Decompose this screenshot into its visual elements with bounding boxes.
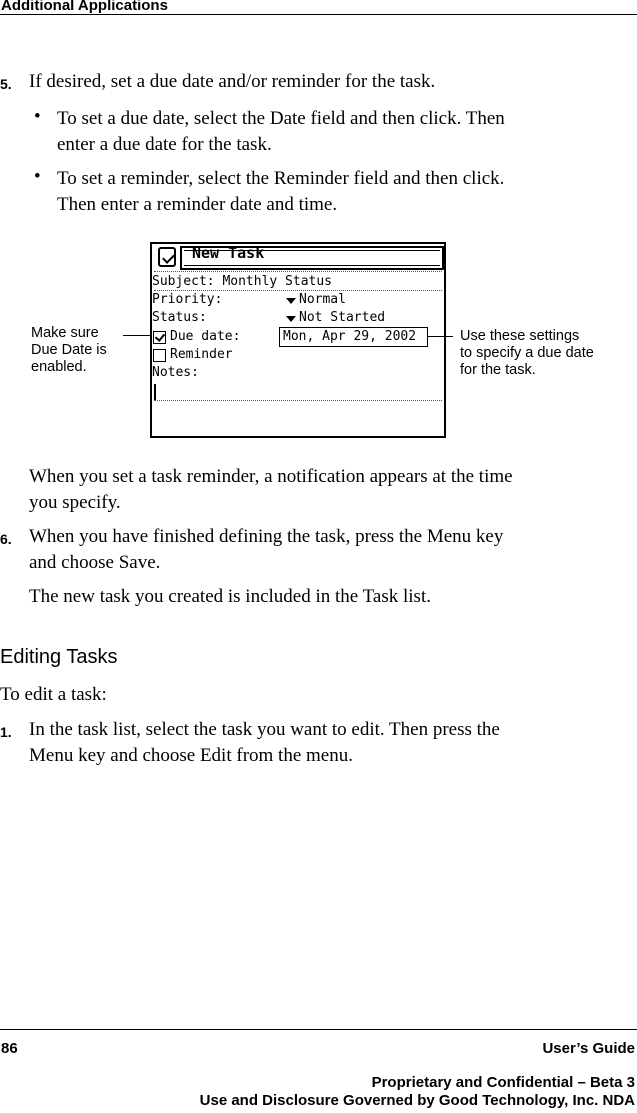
screen-title: New Task xyxy=(192,244,265,262)
page-number: 86 xyxy=(1,1040,18,1057)
bullet-line: To set a reminder, select the Reminder field and then click. xyxy=(57,168,505,189)
step-text: If desired, set a due date and/or reminder for the task. xyxy=(29,71,436,92)
callout-line: for the task. xyxy=(460,362,536,378)
body-line: The new task you created is included in the Task list. xyxy=(29,586,431,607)
callout-leader-line xyxy=(123,335,151,336)
priority-value: Normal xyxy=(299,292,346,307)
callout-line: enabled. xyxy=(31,359,87,375)
due-date-checkbox xyxy=(153,331,166,344)
body-line: When you set a task reminder, a notification appears at the time xyxy=(29,466,513,487)
header-rule xyxy=(0,14,637,15)
dotted-line xyxy=(154,290,442,291)
running-header: Additional Applications xyxy=(1,0,168,14)
status-label: Status: xyxy=(152,310,207,325)
body-line: In the task list, select the task you want to edit. Then press the xyxy=(29,719,500,740)
bullet-line: enter a due date for the task. xyxy=(57,134,272,155)
callout-line: to specify a due date xyxy=(460,345,594,361)
body-line: and choose Save. xyxy=(29,552,161,573)
body-line: you specify. xyxy=(29,492,121,513)
guide-name: User’s Guide xyxy=(542,1040,635,1057)
step-number: 1. xyxy=(0,724,12,740)
text-cursor xyxy=(154,384,156,400)
notes-label: Notes: xyxy=(152,365,199,380)
due-date-value: Mon, Apr 29, 2002 xyxy=(283,329,417,344)
callout-left xyxy=(31,325,107,376)
callout-line: Use these settings xyxy=(460,328,580,344)
new-task-screenshot xyxy=(150,242,446,438)
reminder-checkbox xyxy=(153,349,166,362)
callout-right xyxy=(460,328,594,379)
callout-line: Due Date is xyxy=(31,342,107,358)
callout-line: Make sure xyxy=(31,325,99,341)
reminder-label: Reminder xyxy=(170,347,233,362)
screen-title-bar xyxy=(180,246,444,270)
step-number: 6. xyxy=(0,531,12,547)
section-heading: Editing Tasks xyxy=(0,646,118,668)
step-number: 5. xyxy=(0,76,12,92)
body-line: When you have finished defining the task, press the Menu key xyxy=(29,526,504,547)
status-value: Not Started xyxy=(299,310,386,325)
bullet-marker: • xyxy=(34,166,41,187)
subject-row: Subject: Monthly Status xyxy=(152,274,333,289)
bullet-line: To set a due date, select the Date field and then click. Then xyxy=(57,108,505,129)
bullet-marker: • xyxy=(34,106,41,127)
dotted-line xyxy=(154,400,442,401)
body-line: Menu key and choose Edit from the menu. xyxy=(29,745,353,766)
due-date-label: Due date: xyxy=(170,329,241,344)
dropdown-arrow-icon xyxy=(286,316,296,322)
confidential-notice: Proprietary and Confidential – Beta 3 xyxy=(371,1074,635,1091)
body-line: To edit a task: xyxy=(0,684,107,705)
disclosure-notice: Use and Disclosure Governed by Good Technology, Inc. NDA xyxy=(199,1092,635,1109)
bullet-line: Then enter a reminder date and time. xyxy=(57,194,338,215)
priority-label: Priority: xyxy=(152,292,223,307)
footer-rule xyxy=(0,1029,637,1030)
task-checkbox-icon xyxy=(158,247,176,267)
callout-leader-line xyxy=(428,336,453,337)
dotted-line xyxy=(154,271,442,272)
dropdown-arrow-icon xyxy=(286,298,296,304)
